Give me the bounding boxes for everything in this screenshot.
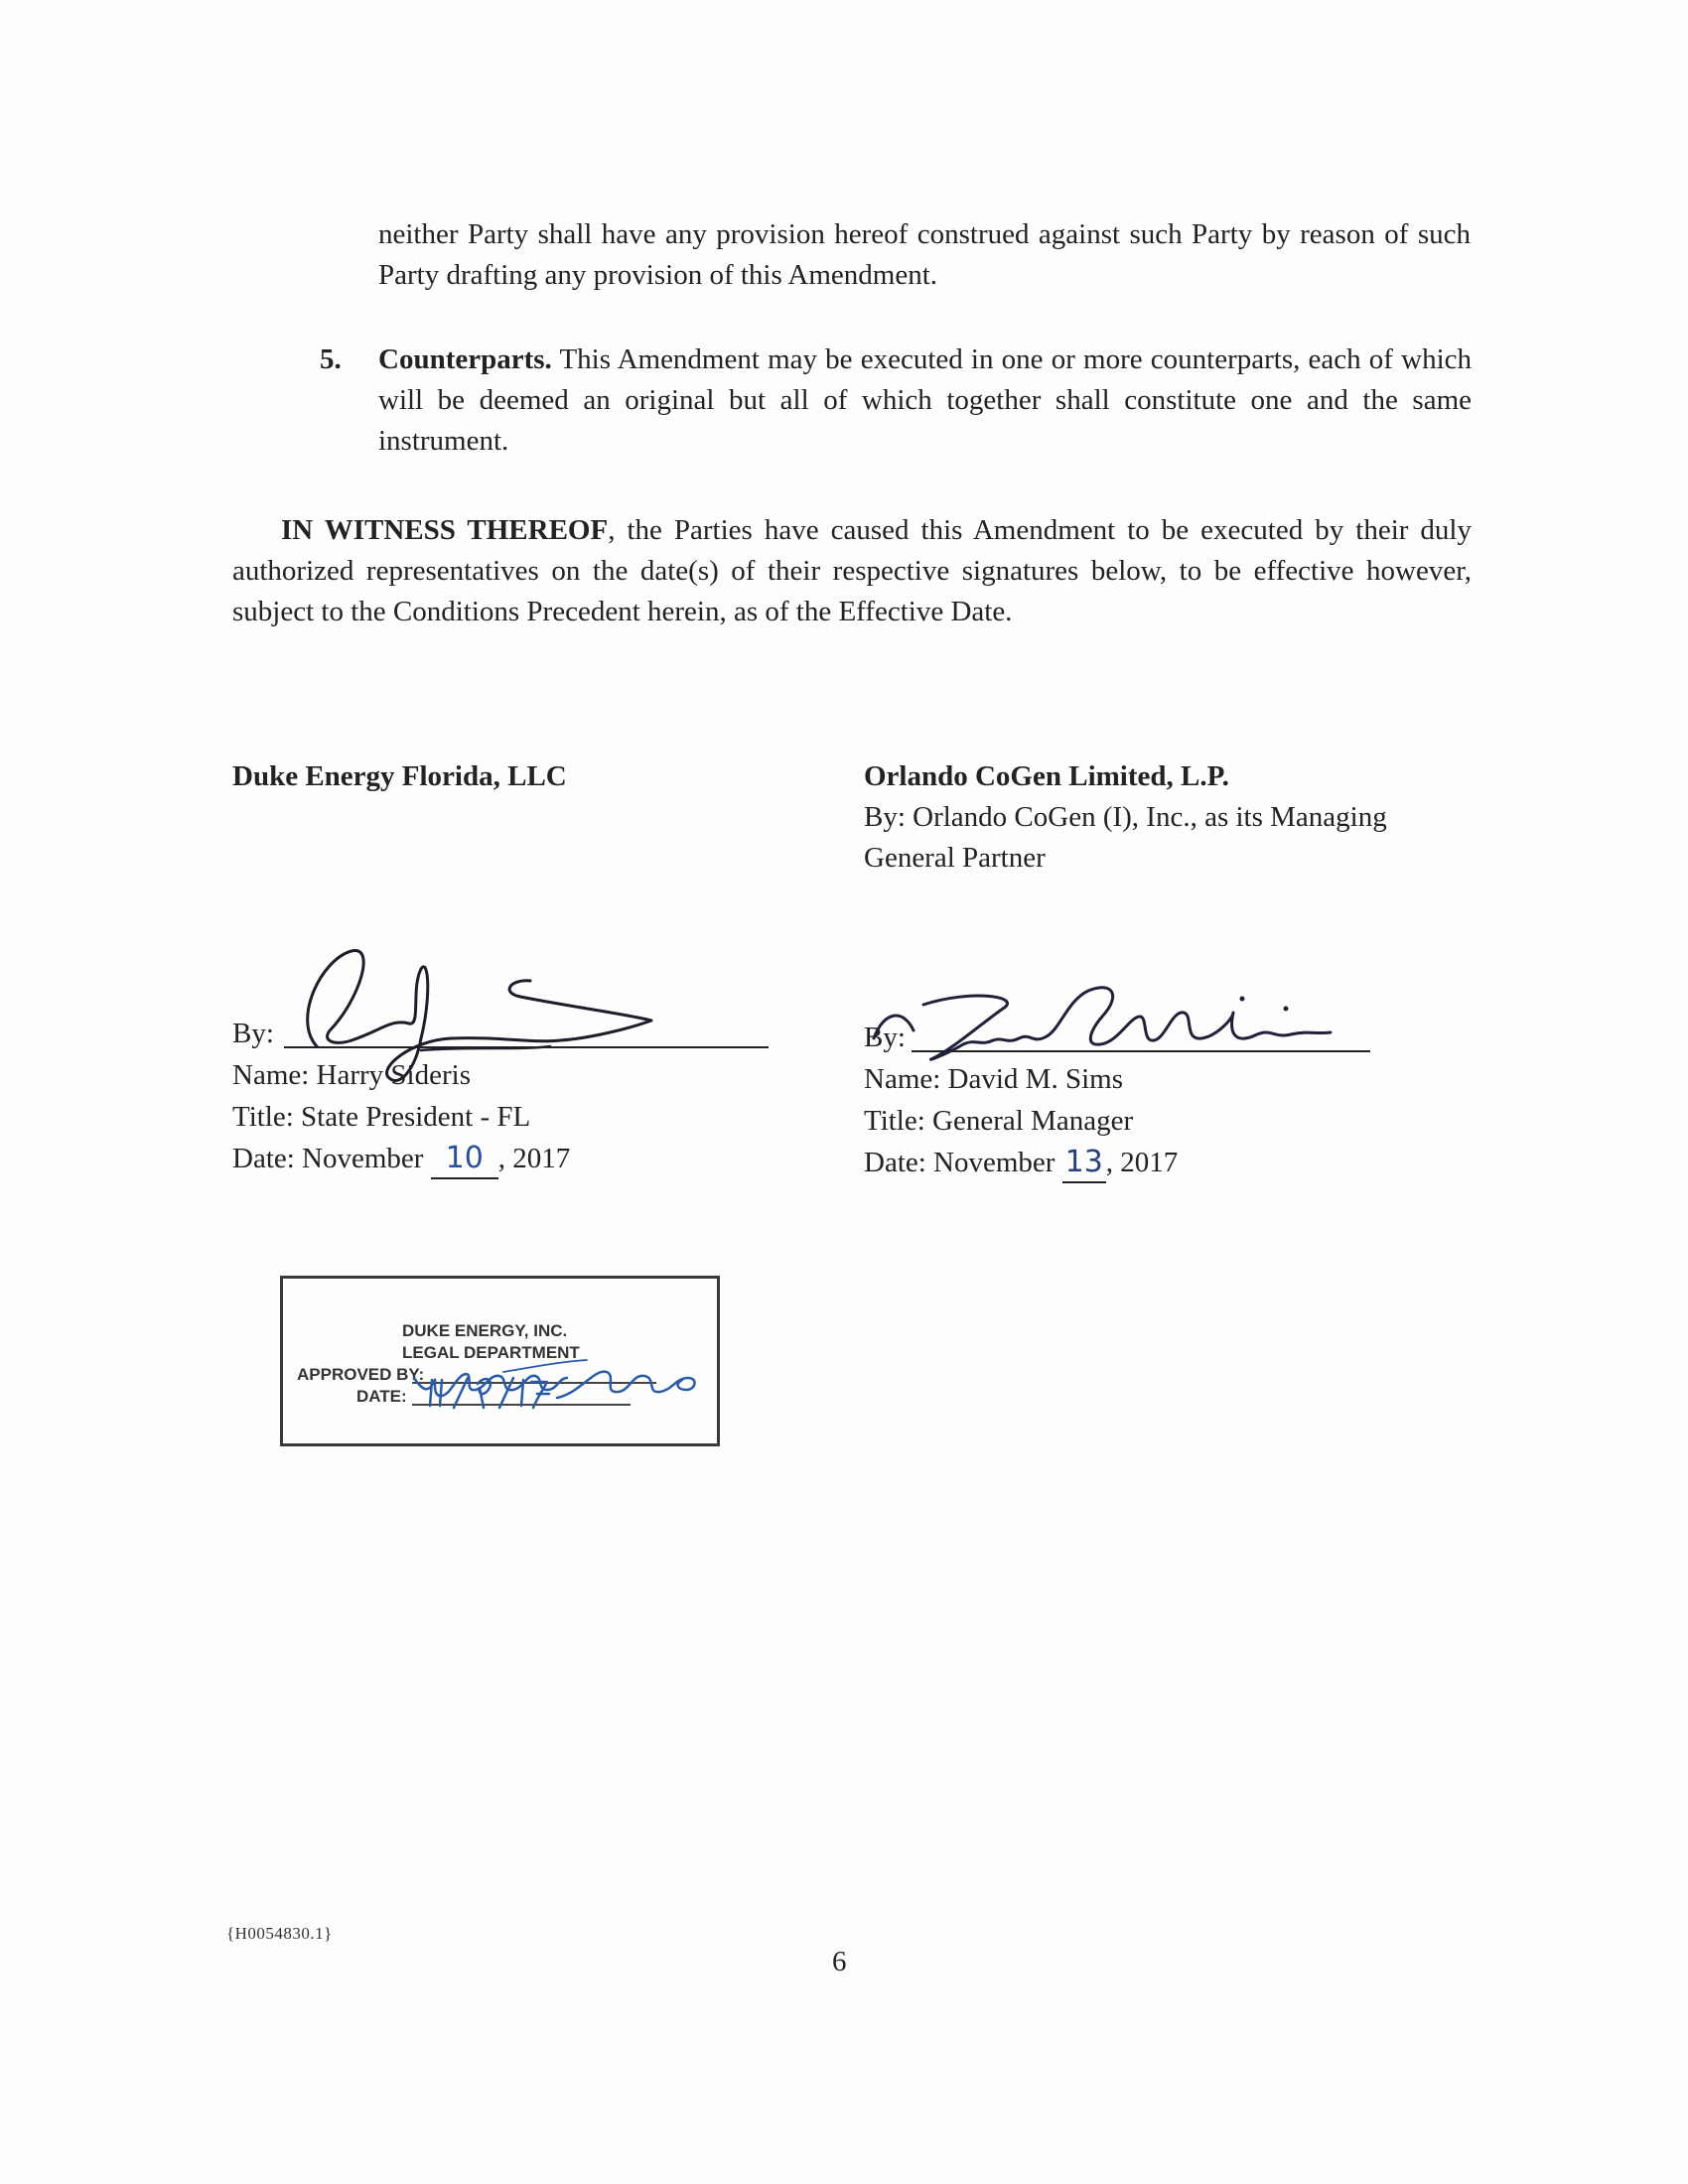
section-body <box>378 340 1472 462</box>
stamp-date-label: DATE: <box>356 1387 407 1406</box>
continuation-paragraph: neither Party shall have any provision hereof construed against such Party by reason of such Party drafting any provision of this Amendment. <box>378 218 1471 291</box>
right-signer-name: Name: David M. Sims <box>864 1063 1123 1095</box>
section-heading: Counterparts. <box>378 343 552 375</box>
stamp-company: DUKE ENERGY, INC. <box>402 1321 568 1340</box>
left-by-line <box>232 1011 769 1054</box>
right-party-name: Orlando CoGen Limited, L.P. <box>864 760 1229 792</box>
left-party-name: Duke Energy Florida, LLC <box>232 760 567 792</box>
section-counterparts <box>320 340 1472 462</box>
right-date-suffix: , 2017 <box>1105 1147 1179 1178</box>
section-text: This Amendment may be executed in one or more counterparts, each of which will be deemed an original but all of which together shall constitute one and the same instrument. <box>378 343 1472 457</box>
left-by-label: By: <box>232 1018 274 1049</box>
witness-text: , the Parties have caused this Amendment to be executed by their duly authorized representatives on the date(s) of their respective signatures below, to be effective however, subject to the Conditions Precedent herein, as of the Effective Date. <box>232 514 1472 627</box>
right-party-by-line-2: General Partner <box>864 842 1046 874</box>
left-date-suffix: , 2017 <box>497 1143 571 1174</box>
stamp-department: LEGAL DEPARTMENT <box>402 1343 580 1362</box>
right-party-header <box>864 756 1499 879</box>
left-signature-block <box>232 1011 769 1179</box>
right-signature-block <box>864 1015 1380 1183</box>
legal-approval-stamp <box>280 1276 720 1446</box>
left-date-day: 10 <box>431 1144 498 1179</box>
witness-lead: IN WITNESS THEREOF <box>281 514 609 546</box>
right-date-prefix: Date: November <box>864 1147 1055 1178</box>
document-id: {H0054830.1} <box>226 1924 333 1943</box>
left-signer-title: Title: State President - FL <box>232 1101 531 1133</box>
right-party-by-line-1: By: Orlando CoGen (I), Inc., as its Managing <box>864 801 1387 833</box>
left-date-prefix: Date: November <box>232 1143 424 1174</box>
right-signer-title: Title: General Manager <box>864 1105 1134 1137</box>
right-handwritten-signature <box>864 961 1380 1070</box>
left-signature-date <box>232 1138 769 1179</box>
stamp-approved-label: APPROVED BY: <box>297 1365 425 1384</box>
stamp-handwritten-date <box>422 1374 581 1414</box>
section-number: 5. <box>320 343 342 375</box>
witness-paragraph <box>232 510 1472 632</box>
page-number: 6 <box>832 1946 847 1978</box>
left-handwritten-signature <box>272 929 729 1098</box>
right-by-label: By: <box>864 1022 906 1053</box>
right-date-day: 13 <box>1062 1148 1106 1183</box>
right-by-line <box>864 1015 1380 1058</box>
left-signer-name: Name: Harry Sideris <box>232 1059 471 1091</box>
right-signature-date <box>864 1142 1380 1183</box>
left-party-header <box>232 756 788 797</box>
